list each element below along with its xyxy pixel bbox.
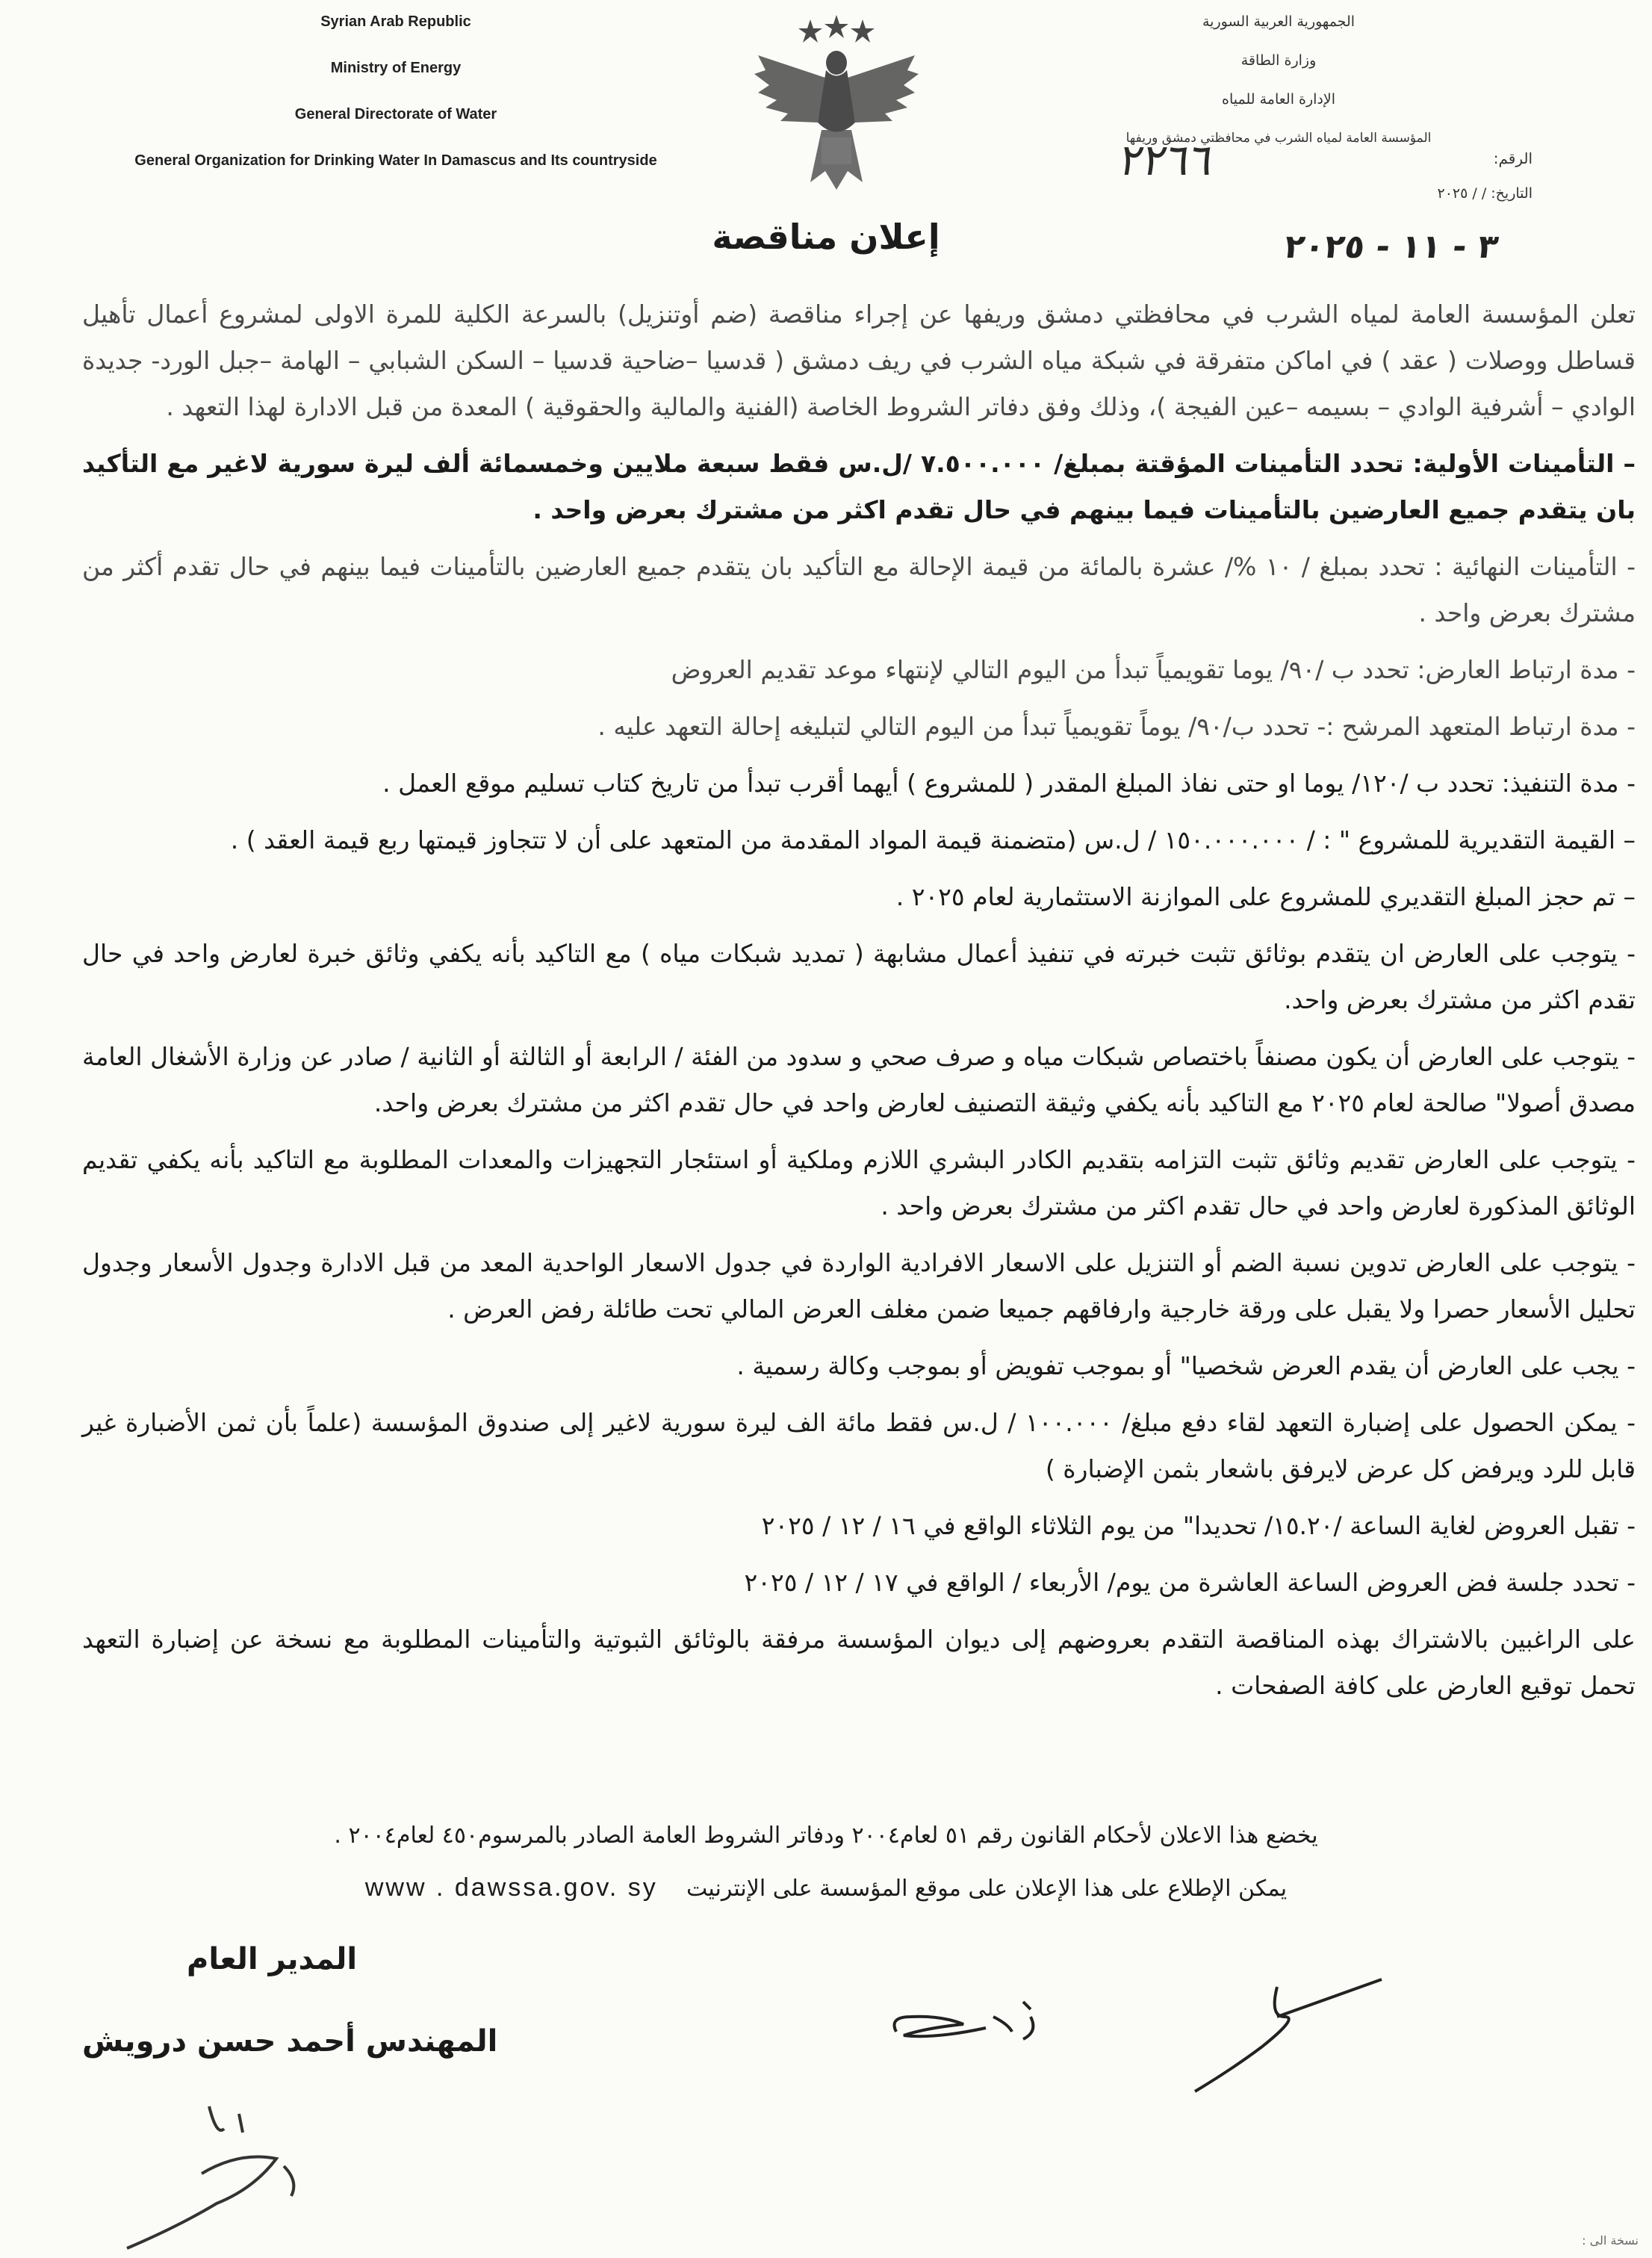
document-body — [82, 291, 1636, 1719]
paragraph-classification: - يتوجب على العارض أن يكون مصنفاً باختصاص شبكات مياه و صرف صحي و سدود من الفئة / الرابعة أو الثالثة أو الثانية / صادر عن وزارة الأشغال العامة مصدق أصولا" صالحة لعام ٢٠٢٥ مع التاكيد بأنه يكفي وثيقة التصنيف لعارض واحد في حال تقدم اكثر من مشترك بعرض واحد. — [82, 1042, 1636, 1117]
website-label: يمكن الإطلاع على هذا الإعلان على موقع المؤسسة على الإنترنيت — [686, 1876, 1288, 1902]
website-link[interactable]: www . dawssa.gov. sy — [364, 1873, 658, 1902]
header-en-line: General Organization for Drinking Water In Damascus and Its countryside — [134, 152, 657, 169]
paragraph-bidder-commitment: - مدة ارتباط العارض: تحدد ب /٩٠/ يوما تقويمياً تبدأ من اليوم التالي لإنتهاء موعد تقديم العروض — [671, 655, 1636, 684]
paragraph-opening-session: - تحدد جلسة فض العروض الساعة العاشرة من يوم/ الأربعاء / الواقع في ١٧ / ١٢ / ٢٠٢٥ — [744, 1568, 1636, 1597]
paragraph-final-insurance: - التأمينات النهائية : تحدد بمبلغ / ١٠ %/ عشرة بالمائة من قيمة الإحالة مع التأكيد بان يتقدم جميع العارضين بالتأمينات فيما بينهم في حال تقدم أكثر من مشترك بعرض واحد . — [82, 552, 1636, 627]
header-english — [67, 6, 724, 191]
header-ar-line: المؤسسة العامة لمياه الشرب في محافظتي دمشق وريفها — [1125, 131, 1432, 146]
paragraph-execution-period: - مدة التنفيذ: تحدد ب /١٢٠/ يوما او حتى نفاذ المبلغ المقدر ( للمشروع ) أيهما أقرب تبدأ من تاريخ كتاب تسليم موقع العمل . — [382, 769, 1636, 798]
paragraph-estimated-value: – القيمة التقديرية للمشروع " : / ١٥٠.٠٠٠.٠٠٠ / ل.س (متضمنة قيمة المواد المقدمة من المتعهد على أن لا تتجاوز قيمتها ربع قيمة العقد ) . — [230, 825, 1636, 854]
document-title: إعلان مناقصة — [712, 217, 940, 257]
paragraph-initial-insurance: – التأمينات الأولية: تحدد التأمينات المؤقتة بمبلغ/ ٧.٥٠٠.٠٠٠ /ل.س فقط سبعة ملايين وخمسمائة ألف ليرة سورية لاغير مع التأكيد بان يتقدم جميع العارضين بالتأمينات فيما بينهم في حال تقدم اكثر من مشترك بعرض واحد . — [82, 449, 1636, 524]
paragraph-budget: – تم حجز المبلغ التقديري للمشروع على الموازنة الاستثمارية لعام ٢٠٢٥ . — [895, 882, 1636, 911]
reference-number: ٢٢٦٦ — [1116, 134, 1218, 185]
paragraph-file-fee: - يمكن الحصول على إضبارة التعهد لقاء دفع مبلغ/ ١٠٠.٠٠٠ / ل.س فقط مائة الف ليرة سورية لاغير إلى صندوق المؤسسة (علماً بأن ثمن الأضبارة غير قابل للرد ويرفض كل عرض لايرفق باشعار بثمن الإضبارة ) — [82, 1408, 1636, 1483]
law-reference: يخضع هذا الاعلان لأحكام القانون رقم ٥١ لعام٢٠٠٤ ودفاتر الشروط العامة الصادر بالمرسوم٤٥٠ لعام٢٠٠٤ . — [334, 1823, 1318, 1849]
header-ar-line: الجمهورية العربية السورية — [1202, 13, 1356, 30]
header-en-line: General Directorate of Water — [294, 106, 497, 122]
paragraph-pricing: - يتوجب على العارض تدوين نسبة الضم أو التنزيل على الاسعار الافرادية الواردة في جدول الاسعار الواحدية المعد من قبل الادارة وجدول الأسعار وجدول تحليل الأسعار حصرا ولا يقبل على ورقة خارجية وارفاقهم جميعا ضمن مغلف العرض المالي تحت طائلة رفض العرض . — [82, 1248, 1636, 1324]
reference-label: الرقم: — [1493, 149, 1533, 167]
eagle-emblem-icon — [751, 10, 922, 205]
handwritten-date: ٣ - ١١ - ٢٠٢٥ — [1282, 228, 1501, 266]
handwritten-signature-icon — [881, 1972, 1105, 2062]
director-signature-icon — [1165, 1972, 1389, 2099]
paragraph-staff-equipment: - يتوجب على العارض تقديم وثائق تثبت التزامه بتقديم الكادر البشري اللازم وملكية أو استئجار التجهيزات والمعدات المطلوبة مع التاكيد بأنه يكفي تقديم الوثائق المذكورة لعارض واحد في حال تقدم اكثر من مشترك بعرض واحد . — [82, 1145, 1636, 1221]
paragraph-personal-submission: - يجب على العارض أن يقدم العرض شخصيا" أو بموجب تفويض أو بموجب وكالة رسمية . — [736, 1351, 1636, 1380]
header-ar-line: وزارة الطاقة — [1240, 52, 1317, 69]
paragraph-deadline: - تقبل العروض لغاية الساعة /١٥.٢٠/ تحديدا" من يوم الثلاثاء الواقع في ١٦ / ١٢ / ٢٠٢٥ — [761, 1511, 1636, 1540]
signature-name: المهندس أحمد حسن درويش — [82, 2024, 498, 2059]
paragraph-experience: - يتوجب على العارض ان يتقدم بوثائق تثبت خبرته في تنفيذ أعمال مشابهة ( تمديد شبكات مياه ) مع التاكيد بأنه يكفي وثائق خبرة لعارض واحد في حال تقدم اكثر من مشترك بعرض واحد. — [82, 939, 1636, 1014]
paragraph-submission: على الراغبين بالاشتراك بهذه المناقصة التقدم بعروضهم إلى ديوان المؤسسة مرفقة بالوثائق الثبوتية والتأمينات المطلوبة مع نسخة عن إضبارة التعهد تحمل توقيع العارض على كافة الصفحات . — [82, 1625, 1636, 1700]
date-label: التاريخ: / / ٢٠٢٥ — [1437, 185, 1533, 202]
signature-title: المدير العام — [187, 1942, 358, 1976]
paragraph-intro: تعلن المؤسسة العامة لمياه الشرب في محافظتي دمشق وريفها عن إجراء مناقصة (ضم أوتنزيل) بالسرعة الكلية للمرة الاولى لمشروع أعمال تأهيل قساطل ووصلات ( عقد ) في اماكن متفرقة في شبكة مياه الشرب في ريف دمشق ( قدسيا –ضاحية قدسيا – السكن الشبابي – الهامة –جبل الورد- جديدة الوادي – أشرفية الوادي – بسيمه –عين الفيجة )، وذلك وفق دفاتر الشروط الخاصة (الفنية والمالية والحقوقية ) المعدة من قبل الادارة لهذا التعهد . — [82, 300, 1636, 421]
header-ar-line: الإدارة العامة للمياه — [1222, 91, 1335, 108]
header-en-line: Ministry of Energy — [330, 60, 462, 76]
header-en-line: Syrian Arab Republic — [320, 13, 471, 30]
header-arabic — [1017, 6, 1540, 161]
footer-note: نسخة الى : — [1582, 2233, 1639, 2248]
website-line — [0, 1873, 1652, 1902]
paragraph-contractor-commitment: - مدة ارتباط المتعهد المرشح :- تحدد ب/٩٠/ يوماً تقويمياً تبدأ من اليوم التالي لتبليغه إحالة التعهد عليه . — [597, 712, 1636, 741]
initials-signature-icon — [105, 2091, 373, 2256]
